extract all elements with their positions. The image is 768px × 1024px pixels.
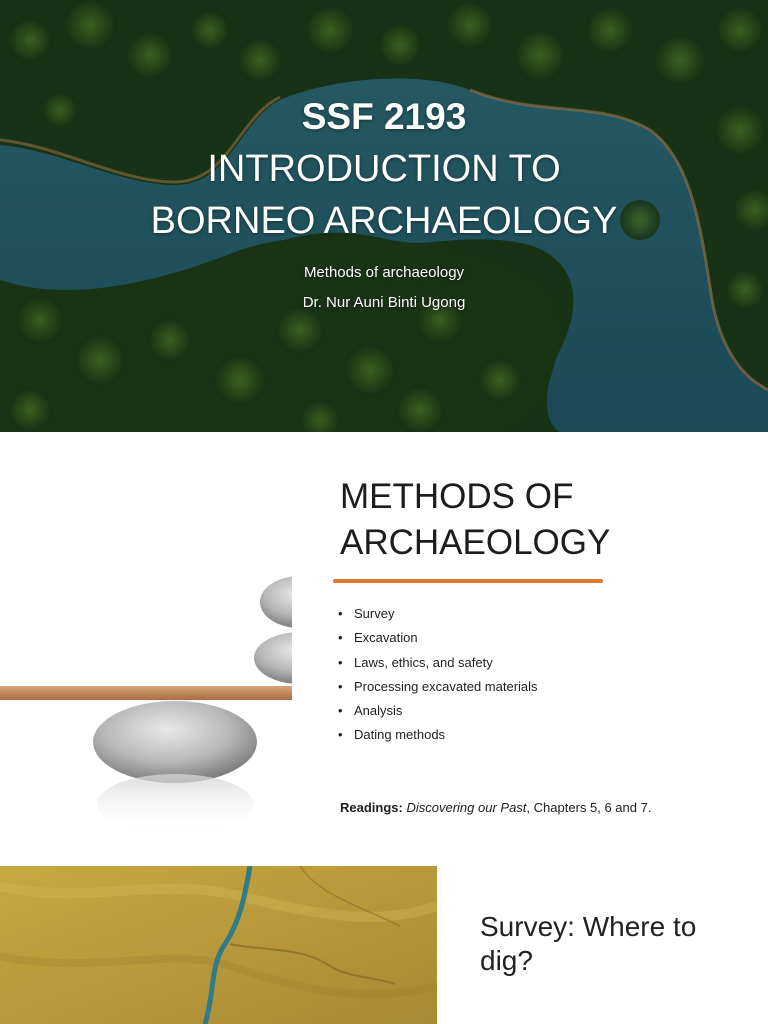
readings-label: Readings:: [340, 800, 403, 815]
readings-chapters: , Chapters 5, 6 and 7.: [526, 800, 652, 815]
slide-methods: [0, 432, 768, 864]
author-name: Dr. Nur Auni Binti Ugong: [302, 294, 466, 311]
list-item: • Processing excavated materials: [338, 675, 538, 699]
list-item: • Excavation: [338, 626, 538, 650]
list-item: • Analysis: [338, 699, 538, 723]
course-code: SSF 2193: [301, 96, 467, 137]
accent-rule: [333, 579, 603, 583]
readings-note: [340, 800, 651, 815]
desert-river-aerial-image: [0, 866, 437, 1024]
list-item: • Laws, ethics, and safety: [338, 651, 538, 675]
methods-list: [338, 602, 538, 748]
course-title-line-1: INTRODUCTION TO: [207, 148, 561, 190]
slide-survey: [0, 864, 768, 1024]
slide-title: [480, 910, 696, 978]
balanced-stones-image: [0, 432, 300, 864]
course-title-line-2: BORNEO ARCHAEOLOGY: [150, 200, 618, 242]
slide-heading: [340, 474, 610, 566]
slide-title: [0, 0, 768, 432]
slide-subtitle: Methods of archaeology: [303, 264, 465, 281]
list-item: • Survey: [338, 602, 538, 626]
list-item: • Dating methods: [338, 723, 538, 747]
title-line-2: dig?: [480, 945, 533, 976]
heading-line-2: ARCHAEOLOGY: [340, 523, 611, 562]
heading-line-1: METHODS OF: [340, 477, 574, 516]
title-line-1: Survey: Where to: [480, 911, 697, 942]
readings-book-title: Discovering our Past: [406, 800, 527, 815]
